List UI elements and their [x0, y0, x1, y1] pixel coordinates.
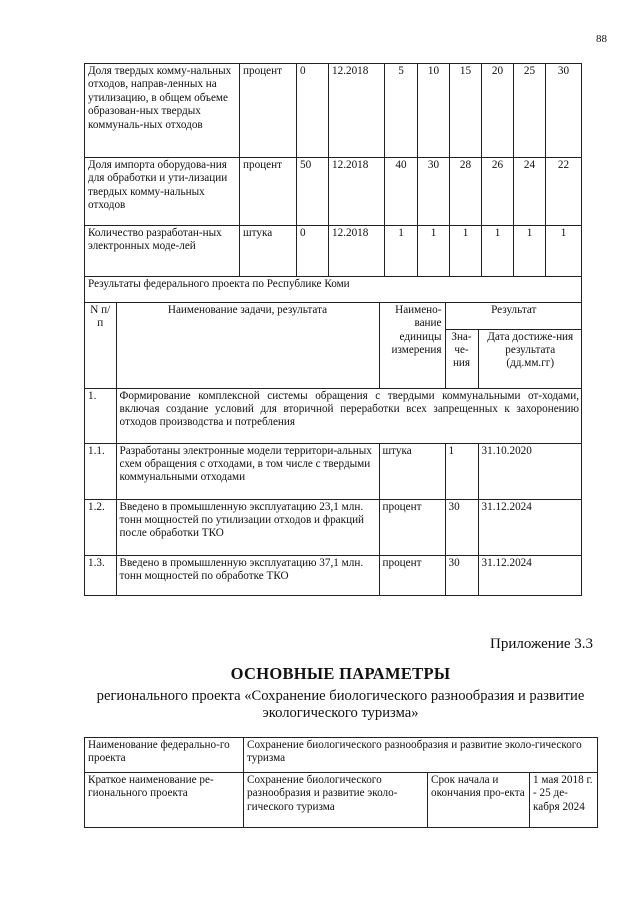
page-title: ОСНОВНЫЕ ПАРАМЕТРЫ — [230, 664, 451, 683]
indicator-unit: процент — [240, 158, 297, 226]
results-header-num: N п/п — [85, 303, 116, 388]
indicator-unit: штука — [240, 226, 297, 277]
indicator-value: 5 — [385, 64, 418, 158]
indicator-name: Доля импорта оборудова-ния для обработки и ути-лизации твердых комму-нальных отходов — [85, 158, 240, 226]
indicator-value: 1 — [450, 226, 482, 277]
indicator-value: 15 — [450, 64, 482, 158]
result-date: 31.12.2024 — [478, 555, 582, 595]
indicator-value: 1 — [546, 226, 582, 277]
result-value: 30 — [445, 499, 478, 555]
project-table — [84, 63, 582, 596]
indicator-value: 1 — [482, 226, 514, 277]
indicator-value: 10 — [418, 64, 450, 158]
results-header-date: Дата достиже-ния результата (дд.мм.гг) — [478, 329, 582, 388]
indicator-date: 12.2018 — [329, 64, 385, 158]
results-header-unit: Наимено-вание единицы измерения — [379, 303, 445, 388]
result-value: 30 — [445, 555, 478, 595]
indicator-row — [85, 64, 582, 158]
short-name-label: Краткое наименование ре-гионального проекта — [85, 773, 244, 828]
indicator-value: 1 — [514, 226, 546, 277]
result-name: Введено в промышленную эксплуатацию 23,1 млн. тонн мощностей по утилизации отходов и фракций после обработки ТКО — [116, 499, 379, 555]
indicator-base: 0 — [297, 226, 329, 277]
result-date: 31.10.2020 — [478, 443, 582, 499]
indicator-value: 1 — [385, 226, 418, 277]
results-header-value: Зна-че-ния — [445, 329, 478, 388]
indicator-value: 1 — [418, 226, 450, 277]
indicator-date: 12.2018 — [329, 226, 385, 277]
indicator-value: 30 — [418, 158, 450, 226]
indicator-value: 30 — [546, 64, 582, 158]
indicator-row — [85, 158, 582, 226]
table-row — [85, 443, 582, 499]
indicator-base: 50 — [297, 158, 329, 226]
result-num: 1.1. — [85, 443, 116, 499]
page-subtitle: регионального проекта «Сохранение биологического разнообразия и развитие экологического туризма» — [96, 688, 585, 721]
federal-project-label: Наименование федерально-го проекта — [85, 738, 244, 773]
result-num: 1.3. — [85, 555, 116, 595]
term-label: Срок начала и окончания про-екта — [428, 773, 530, 828]
table-row — [85, 499, 582, 555]
result-value: 1 — [445, 443, 478, 499]
short-name-value: Сохранение биологического разнообразия и развитие эколо-гического туризма — [244, 773, 428, 828]
federal-project-value: Сохранение биологического разнообразия и развитие эколо-гического туризма — [244, 738, 598, 773]
indicator-row — [85, 226, 582, 277]
task-name: Формирование комплексной системы обращения с твердыми коммунальными от-ходами, включая создание условий для вторичной переработки всех запрещенных к захоронению отходов производства и потребления — [116, 388, 582, 443]
table-row — [85, 555, 582, 595]
indicator-value: 40 — [385, 158, 418, 226]
result-num: 1.2. — [85, 499, 116, 555]
term-value: 1 мая 2018 г. - 25 де-кабря 2024 — [530, 773, 598, 828]
results-section-title: Результаты федерального проекта по Республике Коми — [85, 277, 582, 303]
indicator-value: 22 — [546, 158, 582, 226]
result-unit: процент — [379, 499, 445, 555]
results-table — [85, 303, 582, 595]
result-unit: процент — [379, 555, 445, 595]
indicator-value: 28 — [450, 158, 482, 226]
indicator-value: 25 — [514, 64, 546, 158]
result-date: 31.12.2024 — [478, 499, 582, 555]
indicator-unit: процент — [240, 64, 297, 158]
indicator-value: 24 — [514, 158, 546, 226]
result-unit: штука — [379, 443, 445, 499]
page-number: 88 — [596, 33, 607, 45]
indicator-name: Количество разработан-ных электронных моде-лей — [85, 226, 240, 277]
task-num: 1. — [85, 388, 116, 443]
indicator-name: Доля твердых комму-нальных отходов, направ-ленных на утилизацию, в общем объеме образован-ных твердых коммуналь-ных отходов — [85, 64, 240, 158]
result-name: Разработаны электронные модели территори-альных схем обращения с отходами, в том числе с твердыми коммунальными отходами — [116, 443, 379, 499]
indicator-date: 12.2018 — [329, 158, 385, 226]
results-header-task: Наименование задачи, результата — [116, 303, 379, 388]
indicator-value: 26 — [482, 158, 514, 226]
indicator-value: 20 — [482, 64, 514, 158]
result-name: Введено в промышленную эксплуатацию 37,1 млн. тонн мощностей по обработке ТКО — [116, 555, 379, 595]
results-header-result: Результат — [445, 303, 582, 329]
appendix-label: Приложение 3.3 — [490, 636, 594, 652]
params-table — [84, 737, 598, 828]
indicator-base: 0 — [297, 64, 329, 158]
